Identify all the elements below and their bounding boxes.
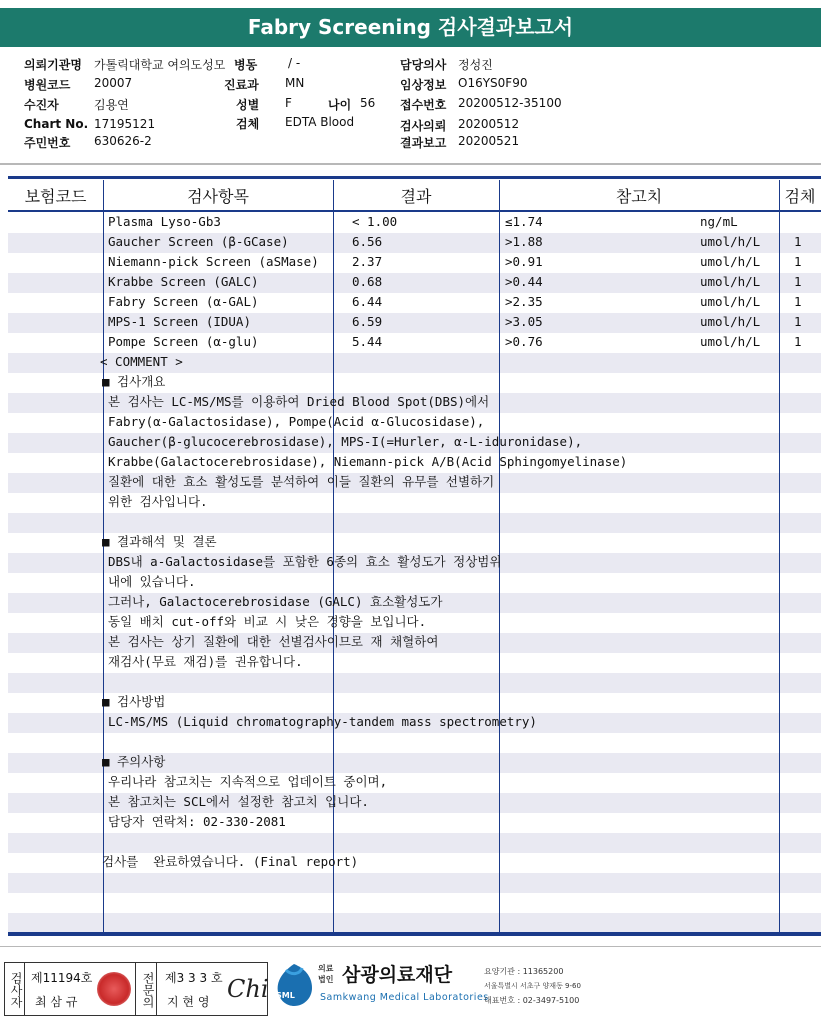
sex-value: F — [285, 96, 292, 110]
tester-number: 제11194호 — [31, 971, 93, 985]
report-value: 20200521 — [458, 134, 520, 148]
address-line-3: 대표번호 : 02-3497-5100 — [484, 996, 580, 1005]
row-unit: umol/h/L — [700, 334, 761, 349]
row-result: 2.37 — [352, 254, 383, 269]
table-top-border — [8, 176, 821, 179]
row-item: Plasma Lyso-Gb3 — [108, 214, 221, 229]
row-unit: umol/h/L — [700, 254, 761, 269]
table-bottom-border — [8, 932, 821, 936]
row-item: Pompe Screen (α-glu) — [108, 334, 259, 349]
row-result: 5.44 — [352, 334, 383, 349]
report-title: Fabry Screening 검사결과보고서 — [0, 8, 821, 47]
comment-header: < COMMENT > — [100, 354, 183, 369]
doctor-value: 정성진 — [458, 58, 493, 72]
overview-line: 본 검사는 LC-MS/MS를 이용하여 Dried Blood Spot(DBS)에서 — [108, 394, 490, 409]
notes-line: 우리나라 참고치는 지속적으로 업데이트 중이며, — [108, 774, 388, 789]
row-unit: umol/h/L — [700, 314, 761, 329]
row-specimen: 1 — [794, 274, 802, 289]
row-result: 6.56 — [352, 234, 383, 249]
interpretation-line: 그러나, Galactocerebrosidase (GALC) 효소활성도가 — [108, 594, 443, 609]
sml-logo-icon — [272, 962, 316, 1008]
row-specimen: 1 — [794, 294, 802, 309]
logo-small-2: 법인 — [318, 975, 334, 984]
row-ref: >2.35 — [505, 294, 543, 309]
overview-line: Fabry(α-Galactosidase), Pompe(Acid α-Glucosidase), — [108, 414, 485, 429]
chart-label: Chart No. — [24, 117, 89, 131]
col-result: 결과 — [400, 187, 432, 206]
ward-value: / - — [288, 56, 301, 70]
row-specimen: 1 — [794, 334, 802, 349]
col-divider — [103, 180, 104, 932]
overview-line: 위한 검사입니다. — [108, 494, 208, 509]
row-item: MPS-1 Screen (IDUA) — [108, 314, 251, 329]
section-title-notes: ■ 주의사항 — [102, 754, 166, 769]
row-item: Fabry Screen (α-GAL) — [108, 294, 259, 309]
section-title-interpretation: ■ 결과해석 및 결론 — [102, 534, 217, 549]
interpretation-line: 내에 있습니다. — [108, 574, 196, 589]
row-item: Gaucher Screen (β-GCase) — [108, 234, 289, 249]
row-unit: umol/h/L — [700, 294, 761, 309]
col-divider — [779, 180, 780, 932]
notes-line: 담당자 연락처: 02-330-2081 — [108, 814, 286, 829]
institution-value: 가톨릭대학교 여의도성모 — [94, 58, 226, 72]
row-unit: umol/h/L — [700, 274, 761, 289]
specialist-number: 제3 3 3 호 — [165, 971, 223, 985]
row-ref: >0.76 — [505, 334, 543, 349]
final-report-note: 검사를 완료하였습니다. (Final report) — [102, 854, 359, 869]
receipt-label: 접수번호 — [400, 98, 447, 112]
row-ref: ≤1.74 — [505, 214, 543, 229]
row-result: 6.59 — [352, 314, 383, 329]
ward-label: 병동 — [234, 58, 258, 72]
doctor-label: 담당의사 — [400, 58, 447, 72]
seal-stamp-icon — [97, 972, 131, 1006]
age-value: 56 — [360, 96, 376, 110]
row-unit: ng/mL — [700, 214, 738, 229]
logo-badge-text: SML — [276, 991, 295, 1000]
row-ref: >3.05 — [505, 314, 543, 329]
dept-label: 진료과 — [224, 78, 259, 92]
clinical-value: O16YS0F90 — [458, 76, 528, 90]
row-specimen: 1 — [794, 314, 802, 329]
logo-sub: Samkwang Medical Laboratories — [320, 992, 489, 1003]
age-label: 나이 — [328, 98, 352, 112]
specialist-label: 전문의 — [135, 963, 157, 1015]
overview-line: Gaucher(β-glucocerebrosidase), MPS-I(=Hurler, α-L-iduronidase), — [108, 434, 583, 449]
row-result: 0.68 — [352, 274, 383, 289]
sex-label: 성별 — [236, 98, 260, 112]
signature-box — [4, 962, 268, 1016]
tester-name: 최 삼 규 — [35, 995, 78, 1009]
address-line-1: 요양기관 : 11365200 — [484, 967, 564, 976]
specialist-name: 지 현 영 — [167, 995, 210, 1009]
id-label: 주민번호 — [24, 136, 71, 150]
footer-divider — [0, 946, 821, 947]
logo-main: 삼광의료재단 — [342, 964, 453, 986]
notes-line: 본 참고치는 SCL에서 설정한 참고치 입니다. — [108, 794, 369, 809]
request-label: 검사의뢰 — [400, 119, 447, 133]
interpretation-line: 본 검사는 상기 질환에 대한 선별검사이므로 재 채혈하여 — [108, 634, 439, 649]
row-item: Krabbe Screen (GALC) — [108, 274, 259, 289]
logo-small-1: 의료 — [318, 964, 334, 973]
hospital-code-label: 병원코드 — [24, 78, 71, 92]
col-reference: 참고치 — [615, 187, 663, 206]
row-result: 6.44 — [352, 294, 383, 309]
col-specimen: 검체 — [784, 187, 816, 206]
row-ref: >1.88 — [505, 234, 543, 249]
col-insurance-code: 보험코드 — [24, 187, 87, 206]
row-result: < 1.00 — [352, 214, 398, 229]
address-line-2: 서울특별시 서초구 양재동 9-60 — [484, 982, 581, 990]
specimen-value: EDTA Blood — [285, 115, 355, 129]
col-test-item: 검사항목 — [187, 187, 249, 206]
divider — [0, 163, 821, 165]
interpretation-line: 재검사(무료 재검)를 권유합니다. — [108, 654, 303, 669]
row-item: Niemann-pick Screen (aSMase) — [108, 254, 319, 269]
chart-value: 17195121 — [94, 117, 156, 131]
institution-label: 의뢰기관명 — [24, 58, 82, 72]
row-ref: >0.91 — [505, 254, 543, 269]
clinical-label: 임상정보 — [400, 78, 447, 92]
receipt-value: 20200512-35100 — [458, 96, 562, 110]
row-specimen: 1 — [794, 254, 802, 269]
section-title-overview: ■ 검사개요 — [102, 374, 166, 389]
row-ref: >0.44 — [505, 274, 543, 289]
tester-label: 검사자 — [5, 963, 25, 1015]
interpretation-line: 동일 배치 cut-off와 비교 시 낮은 경향을 보입니다. — [108, 614, 427, 629]
hospital-code-value: 20007 — [94, 76, 133, 90]
dept-value: MN — [285, 76, 305, 90]
section-title-method: ■ 검사방법 — [102, 694, 166, 709]
method-line: LC-MS/MS (Liquid chromatography-tandem mass spectrometry) — [108, 714, 537, 729]
report-label: 결과보고 — [400, 136, 447, 150]
patient-label: 수진자 — [24, 98, 59, 112]
patient-value: 김용연 — [94, 98, 129, 112]
row-unit: umol/h/L — [700, 234, 761, 249]
signature: Chi — [227, 975, 269, 1003]
row-specimen: 1 — [794, 234, 802, 249]
overview-line: 질환에 대한 효소 활성도를 분석하여 이들 질환의 유무를 선별하기 — [108, 474, 495, 489]
interpretation-line: DBS내 a-Galactosidase를 포함한 6종의 효소 활성도가 정상범위 — [108, 554, 502, 569]
specimen-label: 검체 — [236, 117, 260, 131]
overview-line: Krabbe(Galactocerebrosidase), Niemann-pick A/B(Acid Sphingomyelinase) — [108, 454, 628, 469]
request-value: 20200512 — [458, 117, 520, 131]
id-value: 630626-2 — [94, 134, 152, 148]
